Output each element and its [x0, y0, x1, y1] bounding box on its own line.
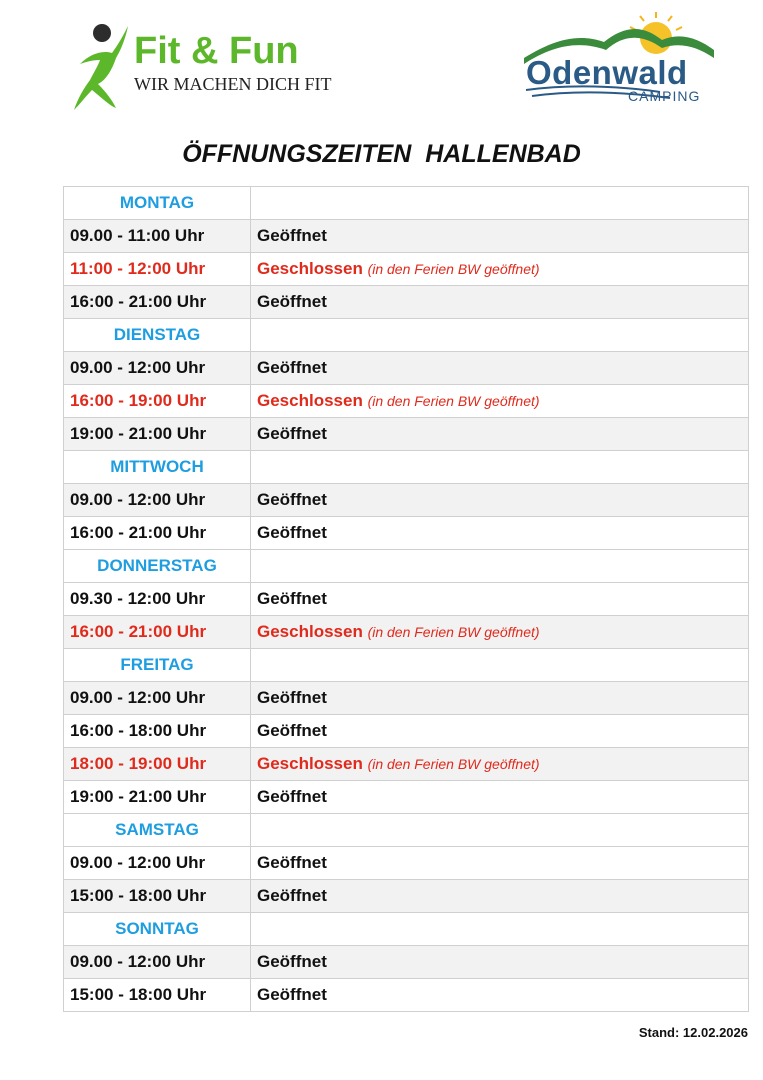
camping-subtitle: CAMPING [628, 88, 701, 104]
time-range: 15:00 - 18:00 Uhr [64, 979, 251, 1012]
day-empty-cell [251, 319, 749, 352]
time-range: 16:00 - 21:00 Uhr [64, 286, 251, 319]
status-text: Geöffnet [257, 787, 327, 806]
status-cell [251, 715, 749, 748]
status-cell [251, 517, 749, 550]
day-name: FREITAG [64, 649, 251, 682]
status-cell [251, 847, 749, 880]
status-text: Geschlossen [257, 259, 363, 278]
status-cell [251, 352, 749, 385]
holiday-note: (in den Ferien BW geöffnet) [367, 393, 540, 409]
time-slot-row [64, 418, 749, 451]
status-text: Geöffnet [257, 523, 327, 542]
page-title: ÖFFNUNGSZEITEN HALLENBAD [182, 140, 581, 168]
status-text: Geöffnet [257, 853, 327, 872]
time-slot-row [64, 979, 749, 1012]
day-empty-cell [251, 187, 749, 220]
time-slot-row [64, 748, 749, 781]
time-slot-row [64, 484, 749, 517]
time-range: 09.00 - 12:00 Uhr [64, 946, 251, 979]
day-header-row [64, 913, 749, 946]
day-empty-cell [251, 451, 749, 484]
status-cell [251, 220, 749, 253]
status-text: Geschlossen [257, 754, 363, 773]
status-cell [251, 682, 749, 715]
time-range: 15:00 - 18:00 Uhr [64, 880, 251, 913]
time-range: 09.00 - 11:00 Uhr [64, 220, 251, 253]
time-slot-row [64, 880, 749, 913]
status-text: Geöffnet [257, 292, 327, 311]
day-empty-cell [251, 913, 749, 946]
status-cell [251, 946, 749, 979]
time-slot-row [64, 583, 749, 616]
holiday-note: (in den Ferien BW geöffnet) [367, 756, 540, 772]
opening-hours-table [63, 186, 749, 1012]
time-range: 09.00 - 12:00 Uhr [64, 682, 251, 715]
time-range: 09.00 - 12:00 Uhr [64, 352, 251, 385]
holiday-note: (in den Ferien BW geöffnet) [367, 261, 540, 277]
time-range: 09.30 - 12:00 Uhr [64, 583, 251, 616]
time-slot-row [64, 517, 749, 550]
time-range: 18:00 - 19:00 Uhr [64, 748, 251, 781]
odenwald-camping-logo [520, 12, 720, 108]
status-cell [251, 253, 749, 286]
time-slot-row [64, 385, 749, 418]
time-slot-row [64, 715, 749, 748]
status-cell [251, 748, 749, 781]
runner-icon [72, 20, 132, 112]
time-range: 09.00 - 12:00 Uhr [64, 484, 251, 517]
status-text: Geöffnet [257, 952, 327, 971]
day-empty-cell [251, 649, 749, 682]
day-header-row [64, 319, 749, 352]
day-header-row [64, 451, 749, 484]
time-slot-row [64, 352, 749, 385]
status-text: Geschlossen [257, 391, 363, 410]
status-text: Geöffnet [257, 688, 327, 707]
status-cell [251, 979, 749, 1012]
time-slot-row [64, 847, 749, 880]
time-slot-row [64, 682, 749, 715]
time-slot-row [64, 781, 749, 814]
time-slot-row [64, 616, 749, 649]
time-range: 19:00 - 21:00 Uhr [64, 781, 251, 814]
stand-date: Stand: 12.02.2026 [638, 1025, 748, 1040]
time-slot-row [64, 286, 749, 319]
fit-fun-title: Fit & Fun [134, 30, 299, 72]
status-text: Geöffnet [257, 424, 327, 443]
time-range: 16:00 - 21:00 Uhr [64, 517, 251, 550]
day-name: DIENSTAG [64, 319, 251, 352]
time-slot-row [64, 253, 749, 286]
status-text: Geöffnet [257, 358, 327, 377]
status-cell [251, 385, 749, 418]
status-text: Geöffnet [257, 226, 327, 245]
day-empty-cell [251, 814, 749, 847]
status-cell [251, 616, 749, 649]
time-range: 11:00 - 12:00 Uhr [64, 253, 251, 286]
day-name: SONNTAG [64, 913, 251, 946]
status-text: Geschlossen [257, 622, 363, 641]
fit-fun-tagline: WIR MACHEN DICH FIT [134, 74, 332, 94]
status-cell [251, 781, 749, 814]
holiday-note: (in den Ferien BW geöffnet) [367, 624, 540, 640]
status-cell [251, 880, 749, 913]
status-cell [251, 418, 749, 451]
fit-fun-logo [72, 16, 332, 112]
time-range: 09.00 - 12:00 Uhr [64, 847, 251, 880]
status-text: Geöffnet [257, 589, 327, 608]
day-header-row [64, 649, 749, 682]
day-name: SAMSTAG [64, 814, 251, 847]
day-header-row [64, 187, 749, 220]
time-slot-row [64, 220, 749, 253]
time-range: 16:00 - 21:00 Uhr [64, 616, 251, 649]
day-empty-cell [251, 550, 749, 583]
status-cell [251, 484, 749, 517]
time-range: 19:00 - 21:00 Uhr [64, 418, 251, 451]
status-text: Geöffnet [257, 886, 327, 905]
day-name: DONNERSTAG [64, 550, 251, 583]
status-text: Geöffnet [257, 721, 327, 740]
day-header-row [64, 814, 749, 847]
status-cell [251, 583, 749, 616]
status-text: Geöffnet [257, 985, 327, 1004]
day-name: MONTAG [64, 187, 251, 220]
day-name: MITTWOCH [64, 451, 251, 484]
time-slot-row [64, 946, 749, 979]
status-text: Geöffnet [257, 490, 327, 509]
status-cell [251, 286, 749, 319]
odenwald-title: Odenwald [526, 54, 688, 91]
time-range: 16:00 - 18:00 Uhr [64, 715, 251, 748]
day-header-row [64, 550, 749, 583]
time-range: 16:00 - 19:00 Uhr [64, 385, 251, 418]
